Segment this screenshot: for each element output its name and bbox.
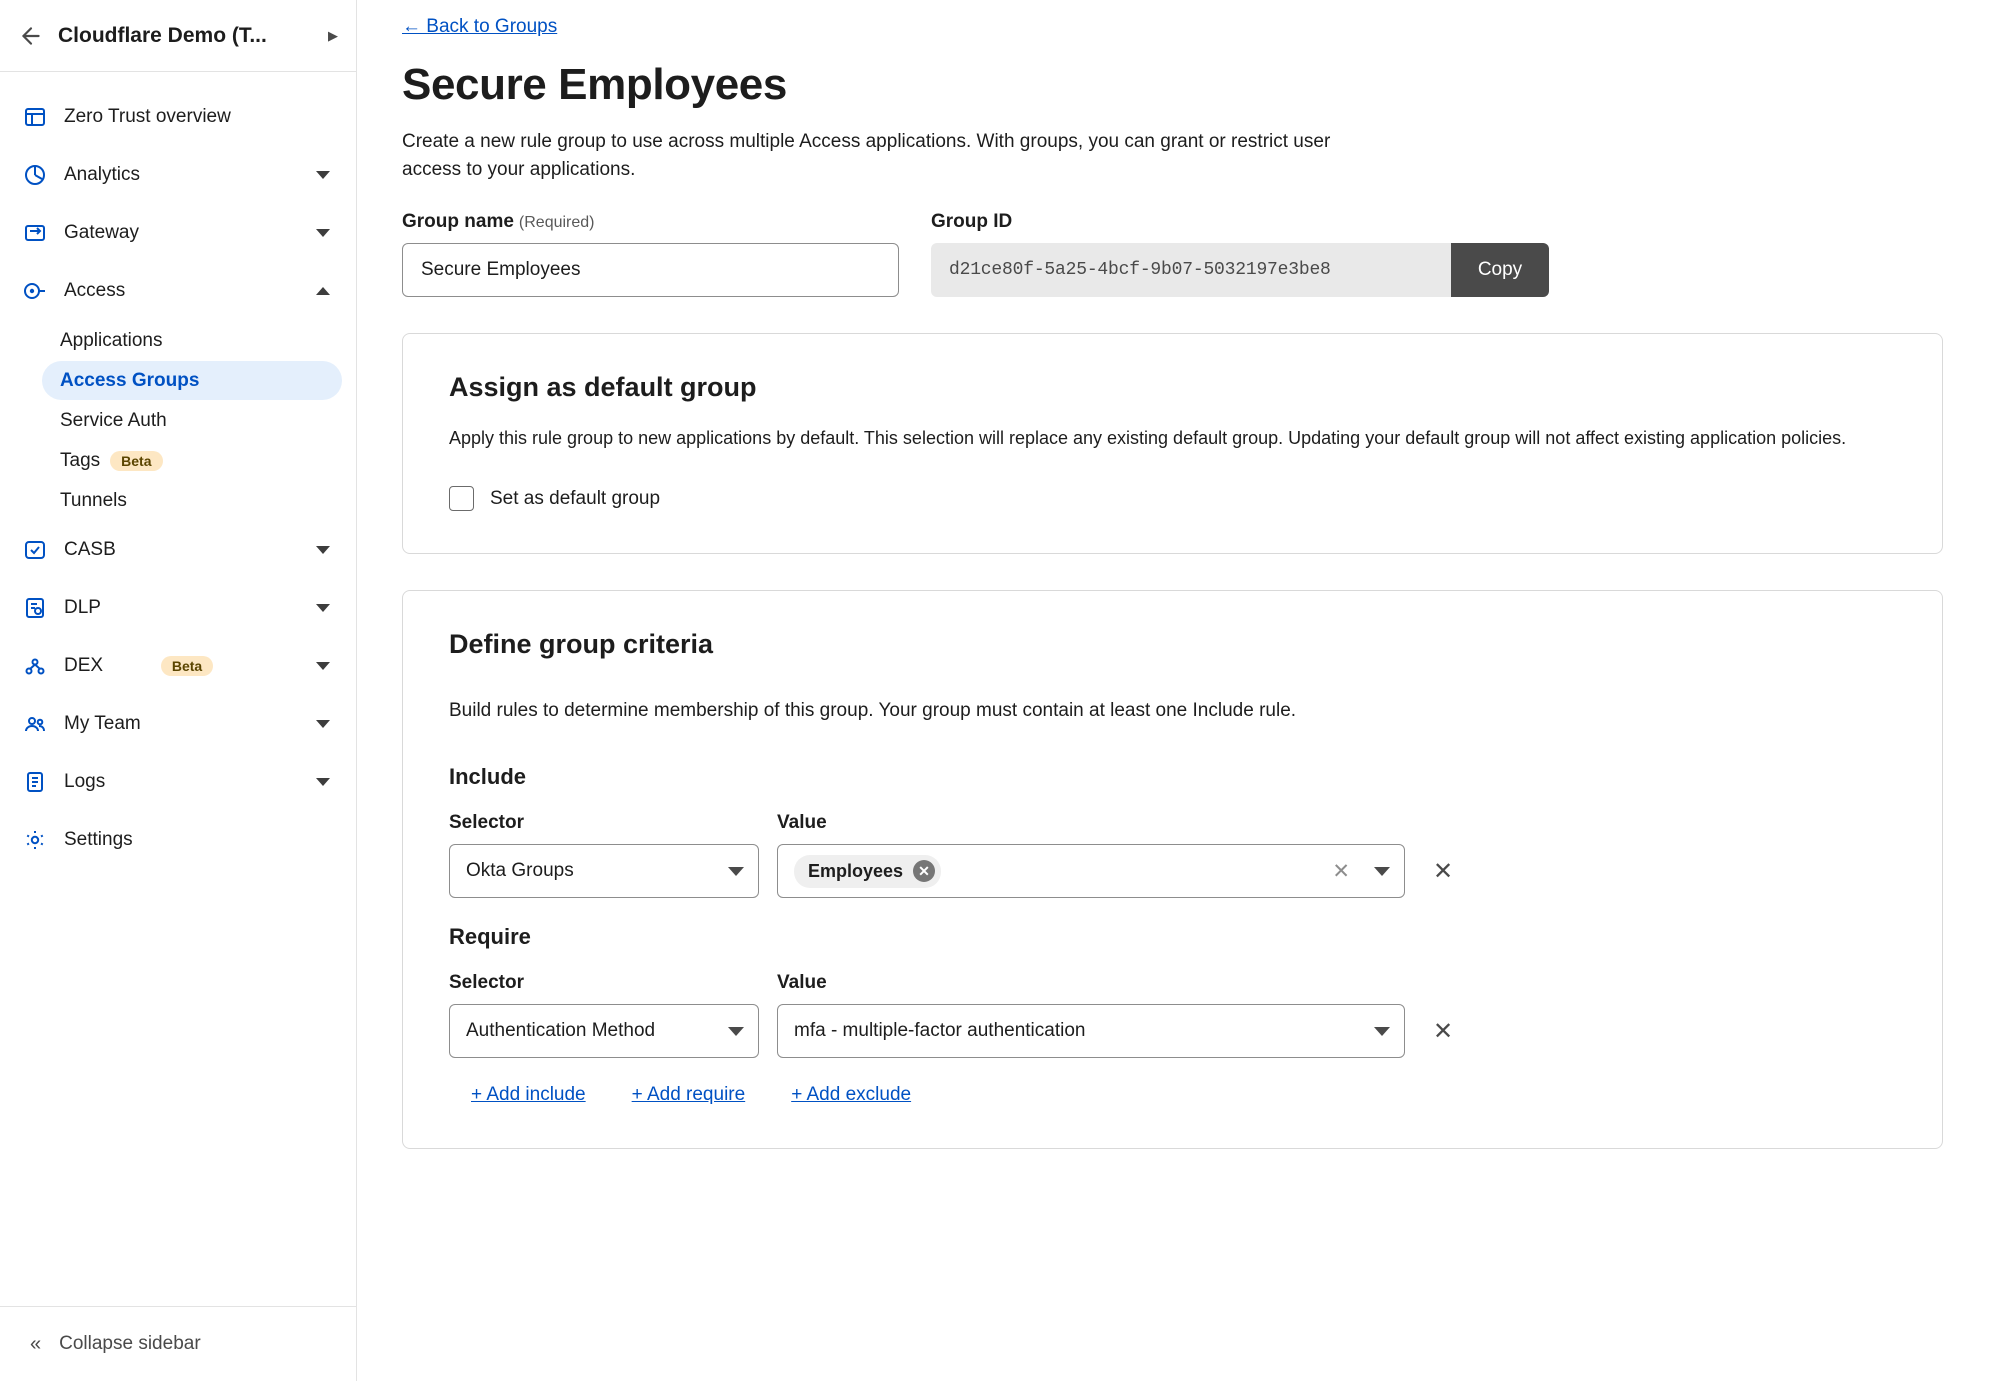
require-selector-dropdown[interactable]: [449, 1004, 759, 1058]
chevron-right-icon[interactable]: ▶: [328, 27, 338, 43]
sidebar: [0, 0, 357, 1381]
sidebar-item-logs[interactable]: [0, 753, 356, 811]
chevron-down-icon[interactable]: [316, 778, 330, 786]
require-rule-group: [449, 924, 1896, 1058]
sidebar-item-label: Logs: [64, 771, 106, 792]
include-value-tokens: [794, 855, 1332, 888]
required-note: (Required): [518, 214, 595, 232]
sidebar-item-dlp[interactable]: [0, 579, 356, 637]
include-selector-label: Selector: [449, 812, 524, 834]
sidebar-item-label: DEX: [64, 655, 104, 676]
remove-include-rule-icon[interactable]: ✕: [1433, 858, 1454, 886]
access-icon: [22, 278, 48, 304]
sidebar-item-gateway[interactable]: [0, 204, 356, 262]
dlp-icon: [22, 595, 48, 621]
group-id-label: Group ID: [931, 211, 1013, 233]
include-selector-value: Okta Groups: [466, 860, 574, 882]
group-fields-row: [402, 211, 1943, 297]
add-exclude-link[interactable]: + Add exclude: [791, 1084, 912, 1106]
group-id-field: [931, 211, 1549, 297]
gateway-icon: [22, 220, 48, 246]
close-icon[interactable]: ✕: [913, 860, 935, 882]
group-name-field: [402, 211, 899, 297]
include-rule-group: [449, 764, 1896, 898]
chevron-down-icon[interactable]: [316, 720, 330, 728]
sidebar-item-service-auth[interactable]: [42, 401, 342, 440]
sidebar-item-label: CASB: [64, 539, 116, 560]
include-selector-dropdown[interactable]: [449, 844, 759, 898]
require-value-label: Value: [777, 972, 827, 994]
chevrons-left-icon: «: [30, 1332, 42, 1355]
sidebar-item-dex[interactable]: [0, 637, 356, 695]
chevron-down-icon[interactable]: [316, 604, 330, 612]
back-to-groups-link[interactable]: ← Back to Groups: [402, 16, 558, 37]
sidebar-item-access-groups[interactable]: [42, 361, 342, 400]
group-id-value: d21ce80f-5a25-4bcf-9b07-5032197e3be8: [931, 243, 1451, 297]
group-name-label: [402, 211, 899, 233]
define-group-criteria-title: Define group criteria: [449, 629, 714, 660]
page-title: Secure Employees: [402, 60, 787, 109]
require-value-dropdown[interactable]: [777, 1004, 1405, 1058]
dex-icon: [22, 653, 48, 679]
sidebar-item-label: Analytics: [64, 164, 141, 185]
require-value-text: mfa - multiple-factor authentication: [794, 1020, 1086, 1042]
value-token[interactable]: [794, 855, 941, 888]
require-value-field: [777, 972, 1405, 1058]
sidebar-subitem-label: Applications: [60, 329, 163, 351]
include-value-label: Value: [777, 812, 827, 834]
sidebar-subitem-label: Access Groups: [60, 369, 200, 391]
analytics-icon: [22, 162, 48, 188]
set-default-group-row: [449, 486, 1896, 511]
gear-icon: [22, 827, 48, 853]
include-selector-field: [449, 812, 759, 898]
sidebar-item-my-team[interactable]: [0, 695, 356, 753]
sidebar-item-tunnels[interactable]: [42, 481, 342, 520]
group-name-input[interactable]: [402, 243, 899, 297]
chevron-up-icon[interactable]: [316, 287, 330, 295]
assign-default-group-card: [402, 333, 1943, 554]
chevron-down-icon: [728, 1027, 744, 1036]
sidebar-item-analytics[interactable]: [0, 146, 356, 204]
chevron-down-icon[interactable]: [316, 546, 330, 554]
sidebar-item-settings[interactable]: [0, 811, 356, 869]
page-description: Create a new rule group to use across multiple Access applications. With groups, you can grant or restrict user access to your applications.: [402, 131, 1331, 180]
sidebar-nav: [0, 72, 356, 1307]
status-badge: Beta: [110, 451, 162, 471]
chevron-down-icon[interactable]: [316, 662, 330, 670]
require-selector-label: Selector: [449, 972, 524, 994]
status-badge: Beta: [161, 656, 213, 676]
chevron-down-icon[interactable]: [316, 229, 330, 237]
sidebar-item-zero-trust-overview[interactable]: [0, 88, 356, 146]
include-value-field: [777, 812, 1405, 898]
arrow-left-icon[interactable]: [18, 23, 44, 49]
sidebar-subitem-label: Tunnels: [60, 489, 127, 511]
assign-default-group-title: Assign as default group: [449, 372, 757, 403]
sidebar-item-casb[interactable]: [0, 521, 356, 579]
set-default-group-checkbox[interactable]: [449, 486, 474, 511]
add-require-link[interactable]: + Add require: [631, 1084, 746, 1106]
add-include-link[interactable]: + Add include: [471, 1084, 586, 1106]
chevron-down-icon: [1374, 1027, 1390, 1036]
sidebar-item-label: My Team: [64, 713, 141, 734]
require-selector-field: [449, 972, 759, 1058]
sidebar-item-label: Access: [64, 280, 126, 301]
set-default-group-label[interactable]: Set as default group: [490, 487, 661, 509]
collapse-sidebar-label: Collapse sidebar: [59, 1333, 201, 1354]
assign-default-group-description: Apply this rule group to new applications by default. This selection will replace any existing default group. Updating your default group will not affect existing application policies.: [449, 428, 1847, 449]
chevron-down-icon[interactable]: [316, 171, 330, 179]
add-rule-links: [449, 1084, 1896, 1106]
sidebar-item-applications[interactable]: [42, 321, 342, 360]
group-name-label-text: Group name: [402, 211, 514, 233]
sidebar-header: [0, 0, 356, 72]
collapse-sidebar-button[interactable]: [0, 1307, 356, 1381]
clear-icon[interactable]: ✕: [1332, 859, 1350, 883]
team-icon: [22, 711, 48, 737]
chevron-down-icon: [728, 867, 744, 876]
value-token-label: Employees: [808, 860, 904, 881]
overview-icon: [22, 104, 48, 130]
sidebar-subitem-label: Tags: [60, 449, 101, 471]
include-heading: Include: [449, 764, 527, 790]
casb-icon: [22, 537, 48, 563]
remove-require-rule-icon[interactable]: ✕: [1433, 1018, 1454, 1046]
chevron-down-icon: [1374, 867, 1390, 876]
include-value-dropdown[interactable]: [777, 844, 1405, 898]
sidebar-item-label: Gateway: [64, 222, 139, 243]
require-heading: Require: [449, 924, 531, 950]
sidebar-item-label: DLP: [64, 597, 101, 618]
sidebar-subitem-label: Service Auth: [60, 409, 167, 431]
define-group-criteria-description: Build rules to determine membership of this group. Your group must contain at least one Include rule.: [449, 700, 1297, 722]
account-name[interactable]: Cloudflare Demo (T...: [58, 23, 267, 47]
sidebar-item-access[interactable]: [0, 262, 356, 320]
sidebar-item-tags[interactable]: [42, 441, 342, 480]
require-selector-value: Authentication Method: [466, 1020, 656, 1042]
copy-button[interactable]: Copy: [1451, 243, 1549, 297]
main-content: [357, 0, 1999, 1381]
logs-icon: [22, 769, 48, 795]
define-group-criteria-card: [402, 590, 1943, 1149]
sidebar-item-label: Settings: [64, 829, 133, 850]
sidebar-item-label: Zero Trust overview: [64, 106, 231, 127]
